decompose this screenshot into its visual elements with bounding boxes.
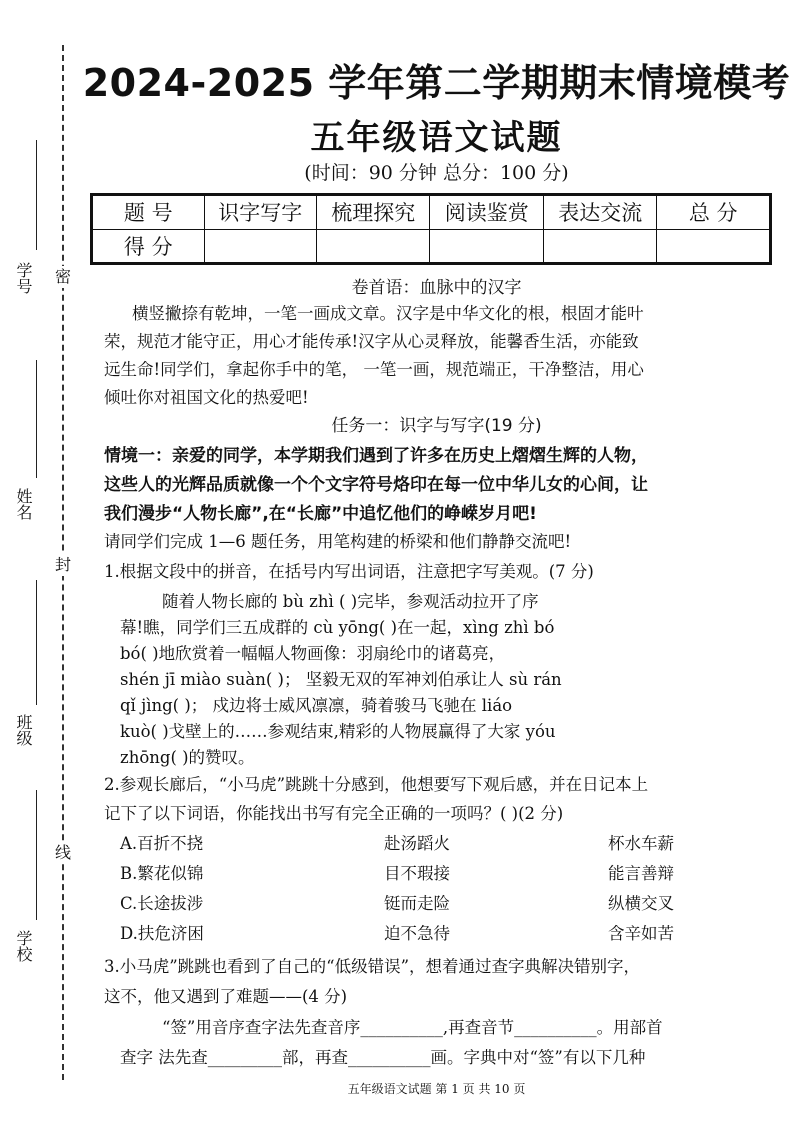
- score-row-label: 得 分: [92, 229, 205, 264]
- preface-line: 横竖撇捺有乾坤，一笔一画成文章。汉字是中华文化的根，根固才能叶: [132, 304, 644, 323]
- binding-strip: [0, 0, 80, 1122]
- situation-line: 情境一：亲爱的同学，本学期我们遇到了许多在历史上熠熠生辉的人物，: [104, 446, 648, 466]
- q3-body: 查字 法先查_________部，再查__________画。字典中对“签”有以下几种: [120, 1048, 646, 1067]
- q1-line: bó( )地欣赏着一幅幅人物画像：羽扇纶巾的诸葛亮，: [120, 644, 506, 663]
- q2-option-d-word3: 含辛如苦: [608, 924, 674, 943]
- q2-option-a-word3: 杯水车薪: [608, 834, 674, 853]
- q2-option-a[interactable]: A.百折不挠: [120, 834, 204, 853]
- q2-option-a-word2: 赴汤蹈火: [384, 834, 450, 853]
- score-table-header-row: [92, 195, 771, 230]
- student-id-line[interactable]: [36, 140, 37, 250]
- q1-line: 幕!瞧，同学们三五成群的 cù yōng( )在一起，xìng zhì bó: [120, 618, 555, 637]
- exam-title: 2024-2025 学年第二学期期末情境模考: [82, 61, 791, 105]
- q2-option-d[interactable]: D.扶危济困: [120, 924, 204, 943]
- q1-line: 随着人物长廊的 bù zhì ( )完毕，参观活动拉开了序: [162, 592, 539, 611]
- q3-body: “签”用音序查字法先查音序__________,再查音节__________。用部首: [162, 1018, 663, 1037]
- situation-line: 这些人的光辉品质就像一个个文字符号烙印在每一位中华儿女的心间，让: [104, 475, 648, 495]
- seal-char-feng: 封: [52, 554, 74, 576]
- q2-stem: 记下了以下词语，你能找出书写有完全正确的一项吗？( )(2 分): [104, 804, 564, 823]
- student-id-label: 学号: [14, 262, 33, 294]
- seal-char-xian: 线: [52, 842, 74, 864]
- q3-stem: 这不，他又遇到了难题——(4 分): [104, 987, 348, 1006]
- score-col-number: 题 号: [92, 195, 205, 230]
- task1-title: 任务一：识字与写字(19 分): [331, 416, 542, 436]
- q2-option-b[interactable]: B.繁花似锦: [120, 864, 204, 883]
- preface-title: 卷首语：血脉中的汉字: [351, 278, 522, 298]
- score-col-expression: 表达交流: [543, 195, 656, 230]
- q1-line: qǐ jìng( )； 戍边将士威风凛凛，骑着骏马飞驰在 liáo: [120, 696, 513, 715]
- school-label: 学校: [14, 930, 33, 962]
- q1-line: kuò( )戈壁上的……参观结束,精彩的人物展赢得了大家 yóu: [120, 722, 556, 741]
- page-footer: 五年级语文试题 第 1 页 共 10 页: [347, 1082, 526, 1096]
- score-cell-expression[interactable]: [543, 229, 656, 264]
- exam-subtitle: 五年级语文试题: [310, 118, 563, 158]
- q2-option-b-word2: 目不瑕接: [384, 864, 450, 883]
- name-label: 姓名: [14, 488, 33, 520]
- q2-option-c-word3: 纵横交叉: [608, 894, 674, 913]
- score-cell-total[interactable]: [657, 229, 771, 264]
- score-table-score-row: [92, 229, 771, 264]
- q1-line: zhōng( )的赞叹。: [120, 748, 255, 767]
- score-cell-inquiry[interactable]: [317, 229, 430, 264]
- q2-stem: 2.参观长廊后，“小马虎”跳跳十分感到，他想要写下观后感，并在日记本上: [104, 775, 649, 794]
- class-label: 班级: [14, 714, 33, 746]
- q2-option-c[interactable]: C.长途拔涉: [120, 894, 204, 913]
- q2-option-c-word2: 铤而走险: [384, 894, 450, 913]
- time-info: (时间：90 分钟 总分：100 分): [304, 162, 569, 184]
- school-line[interactable]: [36, 790, 37, 920]
- name-line[interactable]: [36, 360, 37, 478]
- score-cell-reading[interactable]: [430, 229, 543, 264]
- q2-option-b-word3: 能言善辩: [608, 864, 674, 883]
- seal-char-mi: 密: [52, 266, 74, 288]
- score-col-total: 总 分: [657, 195, 771, 230]
- class-line[interactable]: [36, 580, 37, 705]
- preface-line: 荣，规范才能守正，用心才能传承!汉字从心灵释放，能馨香生活，亦能致: [104, 332, 639, 351]
- q1-line: shén jī miào suàn( )； 坚毅无双的军神刘伯承让人 sù rán: [120, 670, 562, 689]
- q3-stem: 3.小马虎”跳跳也看到了自己的“低级错误”，想着通过查字典解决错别字，: [104, 957, 641, 976]
- score-col-literacy: 识字写字: [204, 195, 317, 230]
- q1-stem: 1.根据文段中的拼音，在括号内写出词语，注意把字写美观。(7 分): [104, 562, 594, 581]
- score-table: [90, 193, 772, 265]
- situation-line: 我们漫步“人物长廊”,在“长廊”中追忆他们的峥嵘岁月吧!: [104, 504, 537, 524]
- q2-option-d-word2: 迫不急待: [384, 924, 450, 943]
- preface-line: 倾吐你对祖国文化的热爱吧!: [104, 388, 309, 407]
- task1-instruction: 请同学们完成 1—6 题任务，用笔构建的桥梁和他们静静交流吧!: [104, 532, 572, 551]
- score-col-inquiry: 梳理探究: [317, 195, 430, 230]
- preface-line: 远生命!同学们，拿起你手中的笔， 一笔一画，规范端正，干净整洁，用心: [104, 360, 644, 379]
- score-col-reading: 阅读鉴赏: [430, 195, 543, 230]
- score-cell-literacy[interactable]: [204, 229, 317, 264]
